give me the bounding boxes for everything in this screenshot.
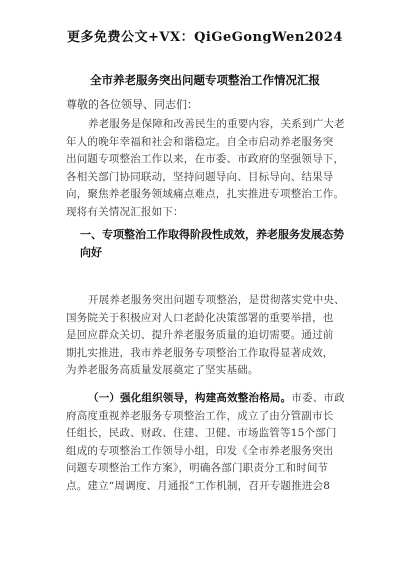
intro-line: 出问题专项整治工作以来，在市委、市政府的坚强领导下， (66, 153, 345, 166)
subsection-heading: （一）强化组织领导，构建高效整治格局。 (88, 392, 292, 404)
body-line: 开展养老服务突出问题专项整治，是贯彻落实党中央、 (88, 294, 345, 306)
body-line: 为养老服务高质量发展奠定了坚实基础。 (66, 364, 259, 377)
section1-paragraph (66, 292, 350, 380)
subsection-first-line (66, 390, 350, 408)
body-line: 是回应群众关切、提升养老服务质量的迫切需要。通过前 (66, 329, 334, 342)
promo-banner: 更多免费公文+VX：QiGeGongWen2024 (67, 30, 343, 45)
section-heading-line: 一、专项整治工作取得阶段性成效，养老服务发展态势 (80, 228, 344, 241)
intro-paragraph (66, 116, 350, 222)
subsection-paragraph (66, 390, 350, 496)
body-line: 点。建立“周调度、月通报”工作机制，召开专题推进会8 (66, 479, 331, 492)
intro-line: 养老服务是保障和改善民生的重要内容，关系到广大老 (88, 118, 345, 130)
body-line: 问题专项整治工作方案》，明确各部门职责分工和时间节 (66, 462, 329, 475)
section-heading-1 (80, 226, 360, 262)
body-text: 市委、市政 (291, 392, 345, 404)
section-heading-line: 向好 (80, 246, 102, 259)
body-line: 府高度重视养老服务专项整治工作，成立了由分管副市长 (66, 409, 334, 422)
intro-line: 各相关部门协同联动，坚持问题导向、目标导向、结果导 (66, 170, 334, 183)
intro-line: 年人的晚年幸福和社会和谐稳定。自全市启动养老服务突 (66, 135, 334, 148)
body-line: 任组长，民政、财政、住建、卫健、市场监管等15个部门 (66, 427, 337, 440)
intro-line: 现将有关情况汇报如下： (66, 205, 184, 218)
body-line: 国务院关于积极应对人口老龄化决策部署的重要举措，也 (66, 311, 334, 324)
greeting: 尊敬的各位领导、同志们： (66, 98, 198, 111)
body-line: 期扎实推进，我市养老服务专项整治工作取得显著成效， (66, 346, 334, 359)
body-line: 组成的专项整治工作领导小组，印发《全市养老服务突出 (66, 444, 334, 457)
intro-line: 向，聚焦养老服务领域痛点难点，扎实推进专项整治工作。 (66, 188, 345, 201)
document-title: 全市养老服务突出问题专项整治工作情况汇报 (90, 73, 320, 87)
